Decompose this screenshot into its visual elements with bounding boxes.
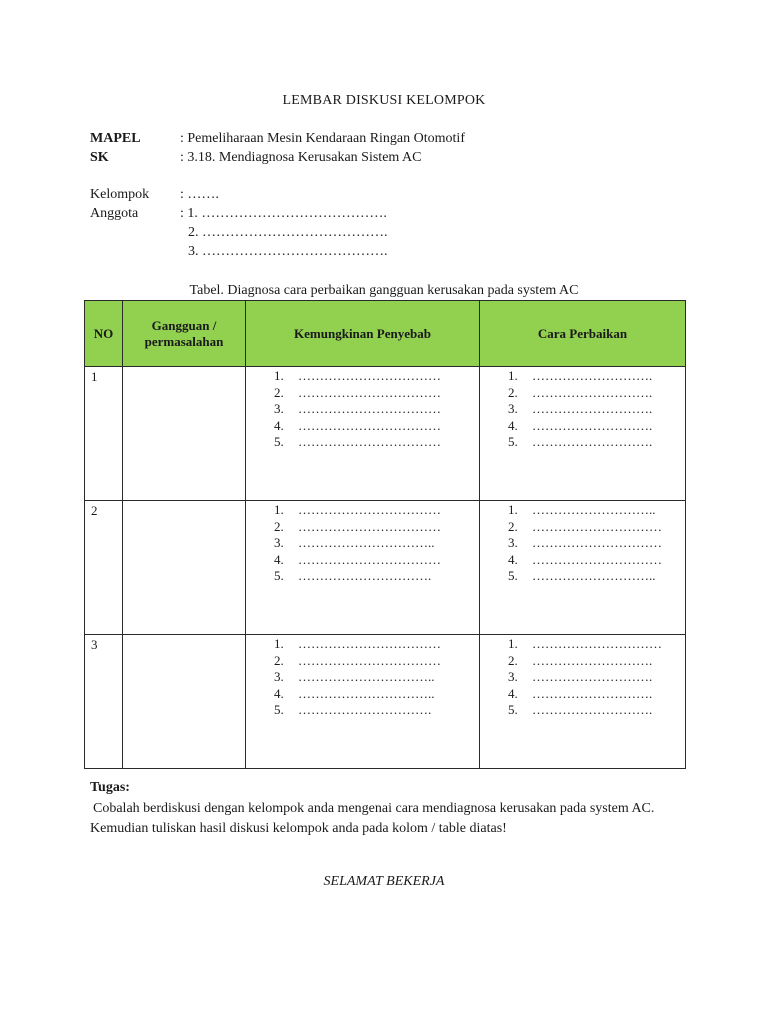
item-dots: ………………………. — [532, 384, 653, 400]
item-dots: …………………………… — [298, 368, 441, 383]
item-number: 5. — [508, 702, 518, 717]
sk-label: SK — [90, 150, 109, 165]
mapel-value: : Pemeliharaan Mesin Kendaraan Ringan Otomotif — [180, 131, 465, 146]
list-item[interactable] — [274, 518, 479, 536]
item-number: 1. — [274, 502, 284, 517]
penyebab-list — [246, 368, 479, 451]
penyebab-list — [246, 502, 479, 585]
item-number: 5. — [508, 434, 518, 449]
tugas-instructions — [90, 799, 654, 839]
item-dots: …………………………… — [298, 434, 441, 449]
list-item[interactable] — [508, 685, 685, 703]
tugas-label: Tugas: — [90, 780, 130, 795]
list-item[interactable] — [274, 434, 479, 451]
item-dots: ………………………. — [532, 401, 653, 416]
perbaikan-cell — [480, 501, 686, 635]
item-dots: ………………………… — [532, 551, 662, 567]
list-item[interactable] — [508, 551, 685, 569]
header-gangguan-text: Gangguan / permasalahan — [144, 317, 224, 349]
list-item[interactable] — [274, 417, 479, 435]
item-dots: ………………………… — [532, 535, 662, 550]
item-number: 3. — [508, 535, 518, 550]
item-number: 2. — [508, 652, 518, 668]
perbaikan-list — [480, 636, 685, 719]
list-item[interactable] — [508, 702, 685, 719]
list-item[interactable] — [508, 502, 685, 519]
item-dots: …………………………… — [298, 636, 441, 651]
gangguan-cell[interactable] — [123, 635, 246, 769]
item-number: 5. — [508, 568, 518, 583]
item-number: 2. — [508, 384, 518, 400]
list-item[interactable] — [508, 636, 685, 653]
item-dots: ………………………. — [532, 685, 653, 701]
tugas-line-1: Cobalah berdiskusi dengan kelompok anda mengenai cara mendiagnosa kerusakan pada system AC. — [93, 801, 655, 816]
item-number: 4. — [508, 551, 518, 567]
item-dots: ………………………. — [532, 669, 653, 684]
item-dots: …………………………… — [298, 401, 441, 416]
list-item[interactable] — [274, 652, 479, 670]
item-number: 1. — [508, 636, 518, 651]
row-number: 2 — [85, 501, 123, 635]
list-item[interactable] — [274, 384, 479, 402]
list-item[interactable] — [274, 685, 479, 703]
item-number: 4. — [274, 417, 284, 433]
list-item[interactable] — [274, 551, 479, 569]
gangguan-cell[interactable] — [123, 367, 246, 501]
item-dots: …………………………… — [298, 551, 441, 567]
anggota-line-2: 2. …………………………………. — [188, 225, 388, 240]
sk-value: : 3.18. Mendiagnosa Kerusakan Sistem AC — [180, 150, 422, 165]
item-number: 4. — [274, 551, 284, 567]
item-dots: …………………………… — [298, 417, 441, 433]
item-dots: ………………………… — [532, 636, 662, 651]
penyebab-cell — [246, 367, 480, 501]
item-dots: …………………………… — [298, 502, 441, 517]
item-number: 1. — [508, 368, 518, 383]
perbaikan-list — [480, 368, 685, 451]
item-dots: ………………………….. — [298, 669, 435, 684]
item-number: 3. — [274, 669, 284, 684]
item-dots: ………………………… — [532, 518, 662, 534]
item-dots: …………………………. — [298, 702, 432, 717]
list-item[interactable] — [274, 535, 479, 552]
item-dots: …………………………… — [298, 384, 441, 400]
item-number: 5. — [274, 434, 284, 449]
item-dots: ………………………. — [532, 702, 653, 717]
diagnosis-table — [84, 300, 686, 769]
list-item[interactable] — [508, 368, 685, 385]
item-number: 3. — [508, 669, 518, 684]
list-item[interactable] — [508, 384, 685, 402]
list-item[interactable] — [274, 669, 479, 686]
list-item[interactable] — [274, 636, 479, 653]
list-item[interactable] — [508, 535, 685, 552]
list-item[interactable] — [508, 568, 685, 585]
item-dots: ………………………. — [532, 652, 653, 668]
list-item[interactable] — [508, 669, 685, 686]
list-item[interactable] — [274, 568, 479, 585]
penyebab-cell — [246, 501, 480, 635]
header-no: NO — [85, 301, 123, 367]
item-dots: ……………………….. — [532, 502, 656, 517]
item-dots: ………………………….. — [298, 535, 435, 550]
list-item[interactable] — [508, 401, 685, 418]
item-number: 4. — [508, 417, 518, 433]
list-item[interactable] — [274, 401, 479, 418]
list-item[interactable] — [508, 434, 685, 451]
item-number: 2. — [274, 518, 284, 534]
list-item[interactable] — [274, 702, 479, 719]
tugas-line-2: Kemudian tuliskan hasil diskusi kelompok anda pada kolom / table diatas! — [90, 821, 507, 836]
item-number: 3. — [274, 401, 284, 416]
item-dots: ……………………….. — [532, 568, 656, 583]
anggota-line-1: : 1. …………………………………. — [180, 206, 387, 221]
penyebab-cell — [246, 635, 480, 769]
row-number: 1 — [85, 367, 123, 501]
item-dots: ………………………. — [532, 368, 653, 383]
list-item[interactable] — [508, 652, 685, 670]
perbaikan-list — [480, 502, 685, 585]
item-dots: ………………………. — [532, 434, 653, 449]
table-caption: Tabel. Diagnosa cara perbaikan gangguan kerusakan pada system AC — [189, 283, 579, 298]
item-number: 4. — [274, 685, 284, 701]
anggota-line-3: 3. …………………………………. — [188, 244, 388, 259]
header-perbaikan: Cara Perbaikan — [480, 301, 686, 367]
header-gangguan — [123, 301, 246, 367]
list-item[interactable] — [508, 417, 685, 435]
kelompok-value: : ……. — [180, 187, 219, 202]
perbaikan-cell — [480, 635, 686, 769]
table-body — [85, 367, 686, 769]
item-number: 1. — [274, 636, 284, 651]
item-number: 2. — [274, 652, 284, 668]
table-row — [85, 367, 686, 501]
header-penyebab: Kemungkinan Penyebab — [246, 301, 480, 367]
penyebab-list — [246, 636, 479, 719]
item-number: 3. — [508, 401, 518, 416]
item-number: 2. — [274, 384, 284, 400]
mapel-label: MAPEL — [90, 131, 141, 146]
closing-text: SELAMAT BEKERJA — [323, 874, 445, 889]
page-title: LEMBAR DISKUSI KELOMPOK — [282, 93, 486, 108]
item-number: 1. — [274, 368, 284, 383]
table-row — [85, 635, 686, 769]
anggota-label: Anggota — [90, 206, 139, 221]
item-number: 2. — [508, 518, 518, 534]
item-number: 5. — [274, 568, 284, 583]
item-dots: ………………………….. — [298, 685, 435, 701]
list-item[interactable] — [274, 502, 479, 519]
gangguan-cell[interactable] — [123, 501, 246, 635]
perbaikan-cell — [480, 367, 686, 501]
table-header-row — [85, 301, 686, 367]
item-dots: ………………………. — [532, 417, 653, 433]
list-item[interactable] — [508, 518, 685, 536]
item-dots: …………………………. — [298, 568, 432, 583]
kelompok-label: Kelompok — [90, 187, 150, 202]
item-dots: …………………………… — [298, 652, 441, 668]
item-number: 4. — [508, 685, 518, 701]
item-number: 1. — [508, 502, 518, 517]
item-number: 3. — [274, 535, 284, 550]
item-dots: …………………………… — [298, 518, 441, 534]
row-number: 3 — [85, 635, 123, 769]
table-row — [85, 501, 686, 635]
list-item[interactable] — [274, 368, 479, 385]
item-number: 5. — [274, 702, 284, 717]
